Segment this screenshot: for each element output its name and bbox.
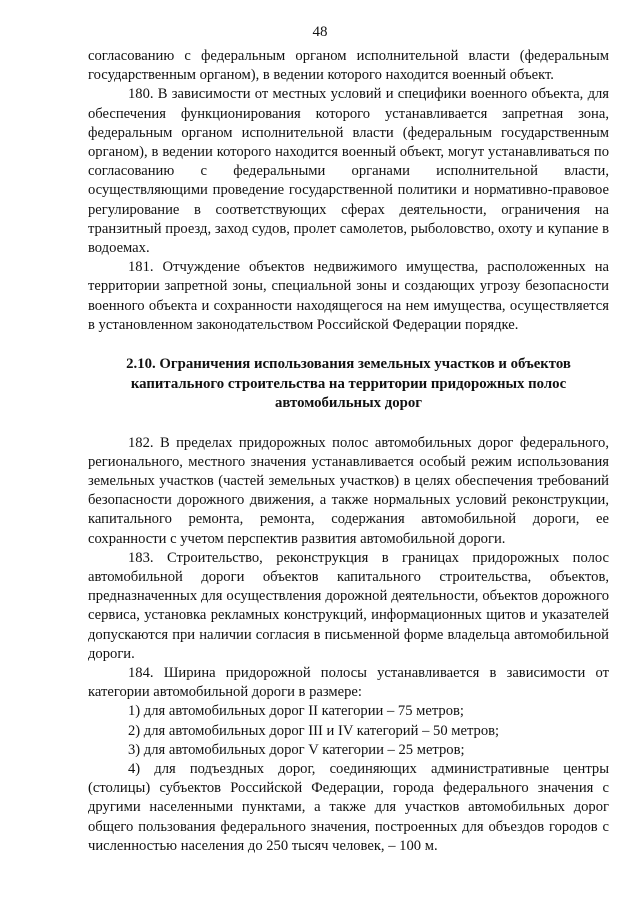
document-body [88,47,609,856]
paragraph-184: 184. Ширина придорожной полосы устанавливается в зависимости от категории автомобильной дороги в размере: [88,664,609,701]
paragraph-continuation: согласованию с федеральным органом исполнительной власти (федеральным государственным органом), в ведении которого находится военный объект. [88,48,609,84]
list-item-2: 2) для автомобильных дорог III и IV категорий – 50 метров; [128,722,500,739]
section-heading-line-1: 2.10. Ограничения использования земельных участков и объектов [126,356,571,373]
list-item-3: 3) для автомобильных дорог V категории – 25 метров; [128,741,465,758]
paragraph-183: 183. Строительство, реконструкция в границах придорожных полос автомобильной дороги объектов капитального строительства, объектов, предназначенных для осуществления дорожной деятельности, объектов дорожного сервиса, установка рекламных конструкций, информационных щитов и указателей допускаются при наличии согласия в письменной форме владельца автомобильной дороги. [88,549,609,662]
paragraph-180: 180. В зависимости от местных условий и специфики военного объекта, для обеспечения функционирования которого устанавливается запретная зона, федеральным органом исполнительной власти (федеральным государственным органом), в ведении которого находится военный объект, могут устанавливаться по согласованию с федеральными органами исполнительной власти, осуществляющими проведение государственной политики и нормативно-правовое регулирование в соответствующих сферах деятельности, ограничения на транзитный проезд, заход судов, пролет самолетов, рыболовство, охоту и купание в водоемах. [88,86,609,257]
section-heading-line-3: автомобильных дорог [275,395,422,412]
list-item-1: 1) для автомобильных дорог II категории – 75 метров; [128,703,464,720]
paragraph-181: 181. Отчуждение объектов недвижимого имущества, расположенных на территории запретной зоны, специальной зоны и создающих угрозу безопасности военного объекта и сохранности находящегося на нем имущества, осуществляется в установленном законодательством Российской Федерации порядке. [88,259,609,333]
paragraph-182: 182. В пределах придорожных полос автомобильных дорог федерального, регионального, местного значения устанавливается особый режим использования земельных участков (частей земельных участков) в целях обеспечения требований безопасности дорожного движения, а также нормальных условий реконструкции, капитального ремонта, ремонта, содержания автомобильной дороги, ее сохранности с учетом перспектив развития автомобильной дороги. [88,434,609,547]
page-number: 48 [312,24,328,40]
section-heading [88,355,609,414]
section-heading-line-2: капитального строительства на территории придорожных полос [130,375,567,392]
list-item-4: 4) для подъездных дорог, соединяющих административные центры (столицы) субъектов Российской Федерации, города федерального значения с другими населенными пунктами, а также для участков автомобильных дорог общего пользования федерального значения, построенных для объездов городов с численностью населения до 250 тысяч человек, – 100 м. [88,761,609,854]
